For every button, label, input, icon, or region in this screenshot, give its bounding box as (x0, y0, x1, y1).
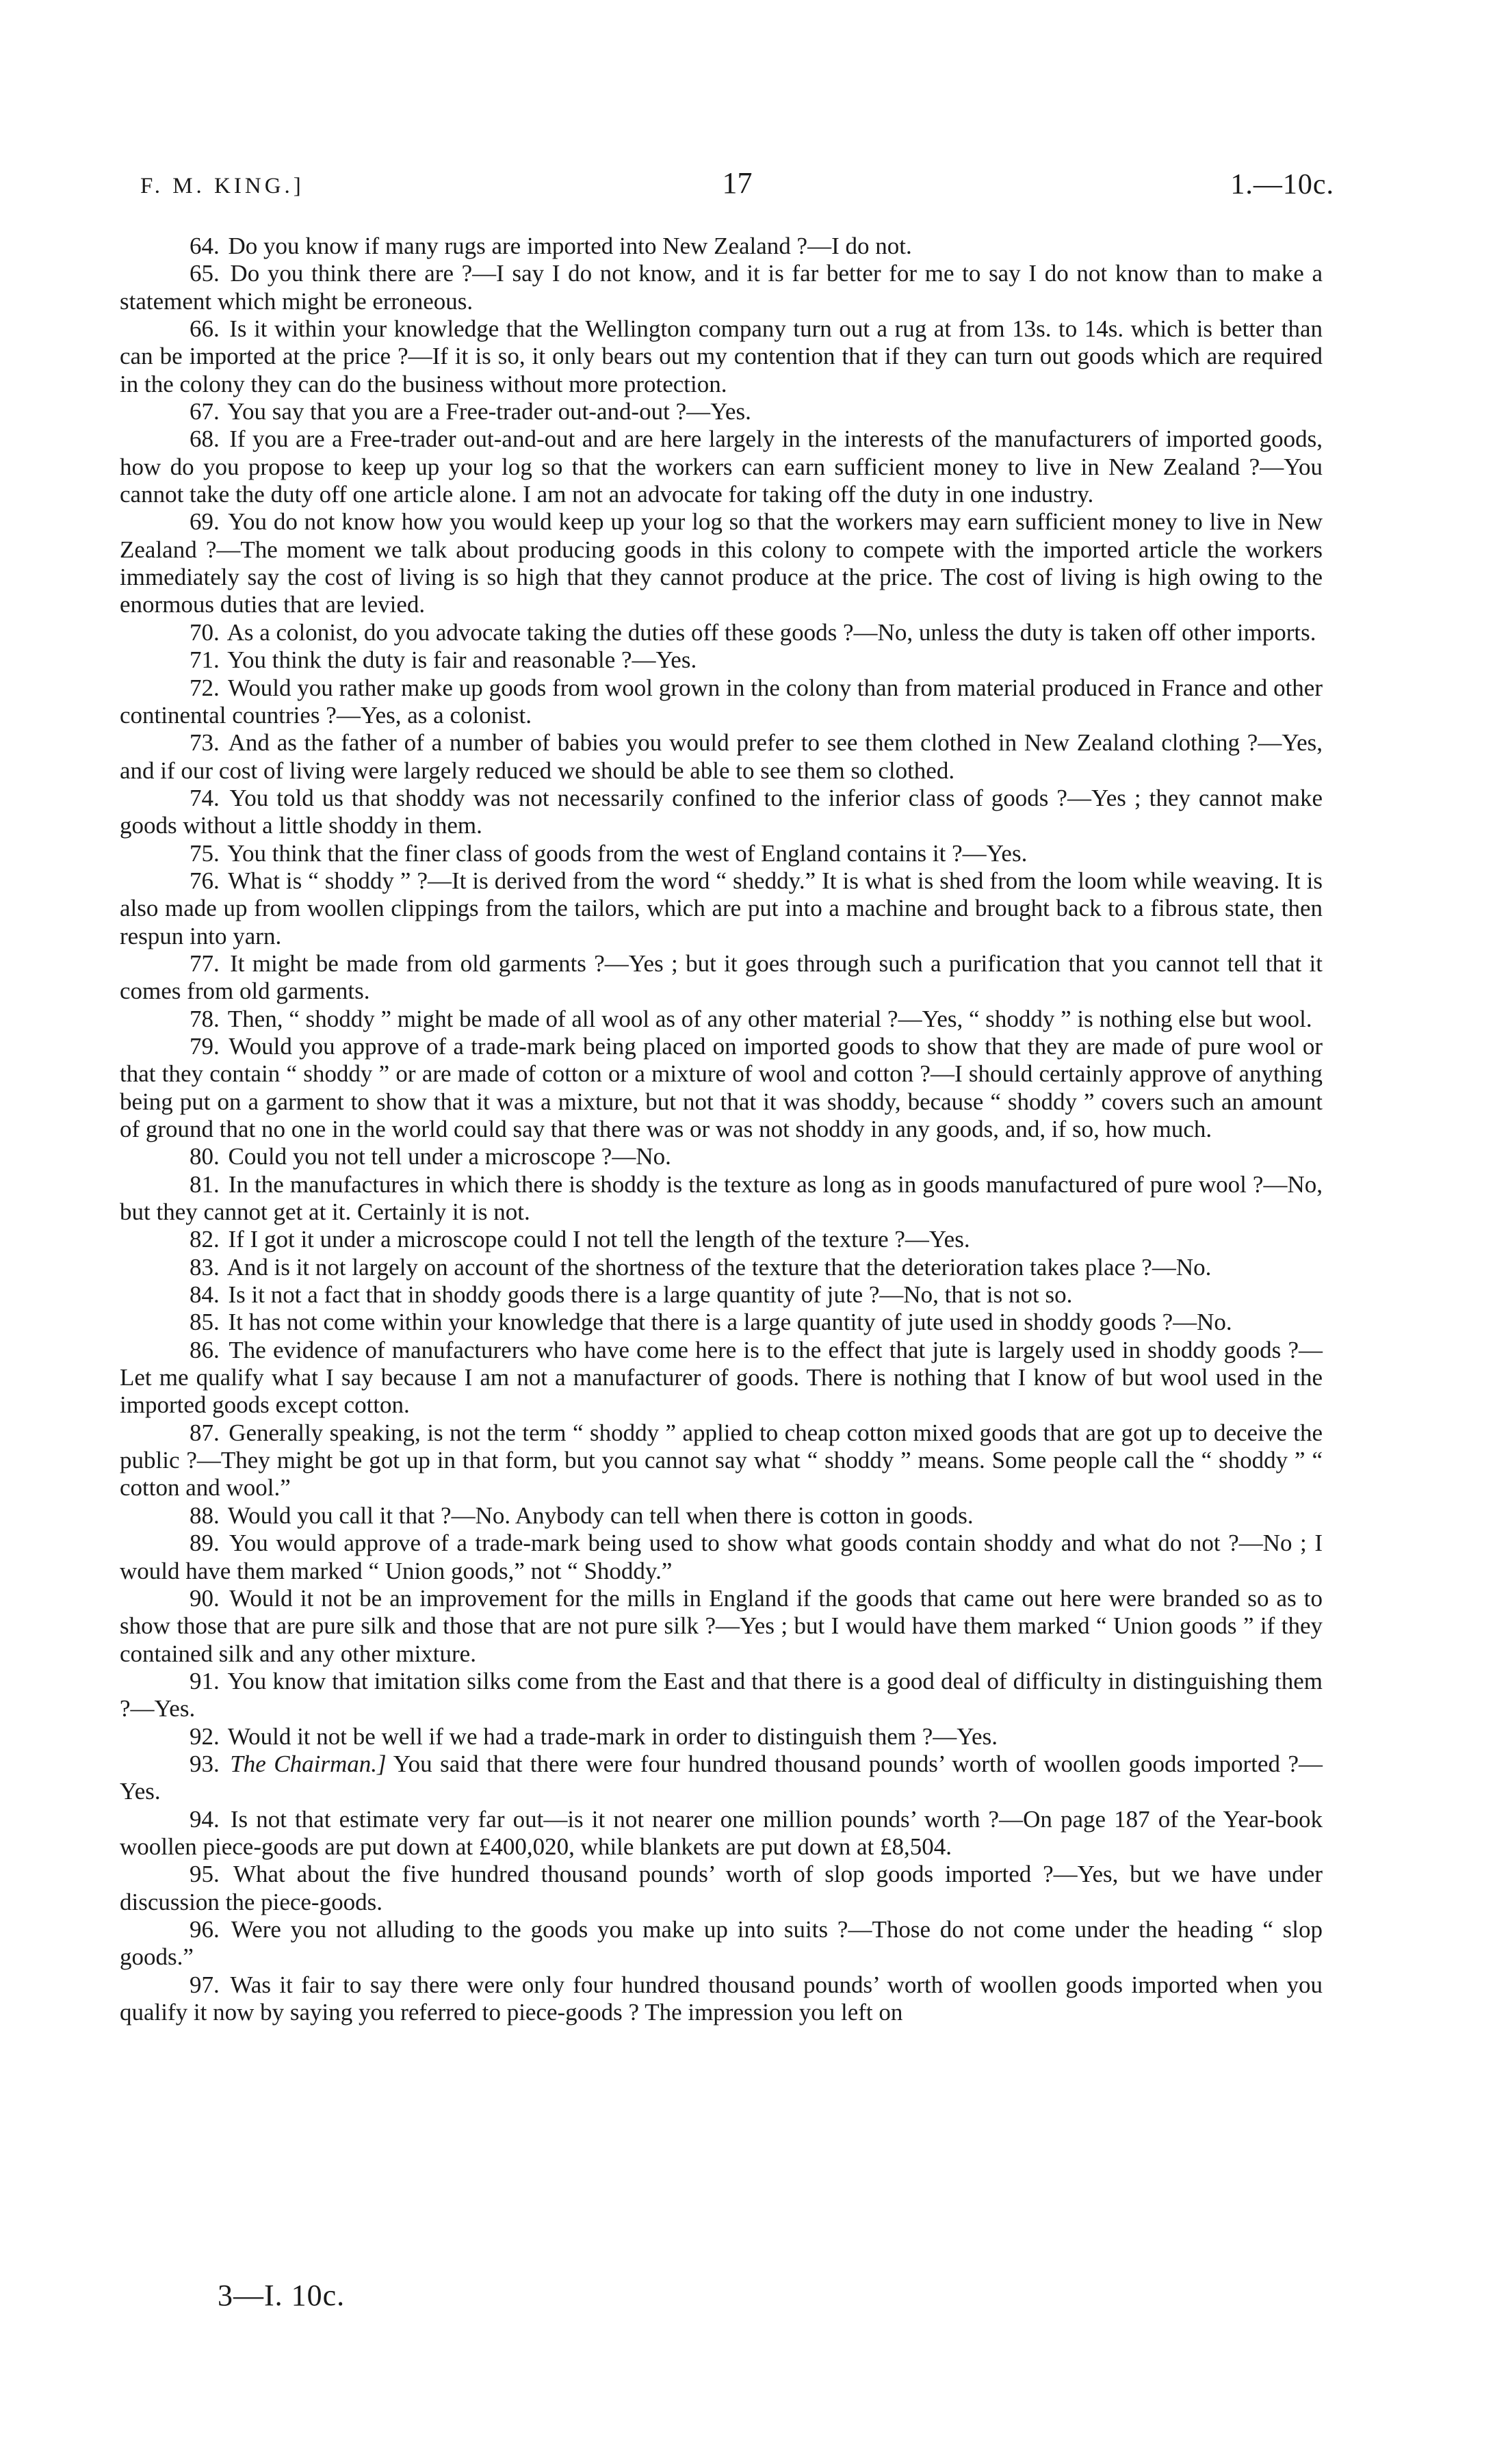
evidence-paragraph (120, 1751, 1323, 1806)
paper-reference: 1.—10c. (1230, 169, 1334, 200)
evidence-paragraph (120, 315, 1323, 398)
question-answer-text: And as the father of a number of babies you would prefer to see them clothed in New Zealand clothing ?—Yes, and if our cost of living were largely reduced we should be able to see them so clothed. (120, 729, 1323, 784)
question-number: 87. (190, 1419, 220, 1446)
evidence-paragraph (120, 398, 1323, 425)
evidence-paragraph (120, 1309, 1323, 1336)
evidence-paragraph (120, 1419, 1323, 1502)
question-answer-text: Was it fair to say there were only four hundred thousand pounds’ worth of woollen goods imported when you qualify it now by saying you referred to piece-goods ? The impression you left on (120, 1971, 1323, 2026)
question-number: 94. (190, 1805, 220, 1833)
evidence-paragraph (120, 1226, 1323, 1253)
question-number: 69. (190, 508, 220, 536)
evidence-paragraph (120, 1585, 1323, 1668)
question-answer-text: You would approve of a trade-mark being used to show what goods contain shoddy and what do not ?—No ; I would have them marked “ Union goods,” not “ Shoddy.” (120, 1530, 1323, 1584)
page-number: 17 (722, 166, 753, 200)
question-answer-text: You said that there were four hundred thousand pounds’ worth of woollen goods imported ?—Yes. (120, 1750, 1323, 1805)
question-number: 68. (190, 425, 220, 453)
evidence-paragraph (120, 785, 1323, 840)
evidence-paragraph (120, 1971, 1323, 2027)
question-answer-text: Would you call it that ?—No. Anybody can tell when there is cotton in goods. (227, 1502, 974, 1529)
running-header (140, 166, 1334, 207)
question-number: 80. (190, 1143, 220, 1170)
question-answer-text: It has not come within your knowledge that there is a large quantity of jute used in shoddy goods ?—No. (228, 1309, 1232, 1336)
evidence-paragraph (120, 425, 1323, 508)
evidence-paragraph (120, 729, 1323, 785)
evidence-paragraph (120, 867, 1323, 950)
question-answer-text: You do not know how you would keep up your log so that the workers may earn sufficient money to live in New Zealand ?—The moment we talk about producing goods in this colony to compete with the imported article the workers immediately say the cost of living is so high that they cannot produce at the price. The cost of living is high owing to the enormous duties that are levied. (120, 508, 1323, 618)
evidence-paragraph (120, 1033, 1323, 1143)
question-answer-text: And is it not largely on account of the shortness of the texture that the deterioration takes place ?—No. (226, 1253, 1212, 1281)
question-number: 64. (190, 233, 220, 259)
question-answer-text: You told us that shoddy was not necessarily confined to the inferior class of goods ?—Yes ; they cannot make goods without a little shoddy in them. (120, 784, 1323, 839)
question-answer-text: Would it not be an improvement for the mills in England if the goods that came out here were branded so as to show those that are pure silk and those that are not pure silk ?—Yes ; but I would have them marked “ Union goods ” if they contained silk and any other mixture. (120, 1584, 1323, 1667)
evidence-paragraph (120, 1668, 1323, 1723)
question-number: 85. (190, 1309, 220, 1336)
question-number: 93. (190, 1750, 220, 1777)
question-number: 71. (190, 646, 220, 674)
question-number: 66. (190, 315, 220, 343)
speaker-name: The Chairman.] (230, 1750, 387, 1777)
evidence-paragraph (120, 1916, 1323, 1971)
evidence-paragraph (120, 950, 1323, 1006)
evidence-paragraph (120, 840, 1323, 867)
question-number: 79. (190, 1032, 220, 1060)
question-number: 70. (190, 618, 220, 646)
evidence-paragraph (120, 1143, 1323, 1170)
question-number: 75. (190, 839, 220, 867)
question-answer-text: Is it within your knowledge that the Wellington company turn out a rug at from 13s. to 14s. which is better than can be imported at the price ?—If it is so, it only bears out my contention that if they can turn out goods which are required in the colony they can do the business without more protection. (120, 315, 1323, 397)
question-number: 83. (190, 1253, 220, 1281)
evidence-paragraph (120, 1254, 1323, 1281)
question-number: 86. (190, 1336, 220, 1363)
question-answer-text: Do you think there are ?—I say I do not know, and it is far better for me to say I do not know than to make a statement which might be erroneous. (120, 260, 1323, 315)
evidence-paragraph (120, 1006, 1323, 1033)
question-number: 72. (190, 674, 220, 701)
question-number: 67. (190, 398, 220, 425)
evidence-paragraph (120, 674, 1323, 730)
question-number: 84. (190, 1281, 220, 1309)
evidence-paragraph (120, 233, 1323, 260)
evidence-paragraph (120, 619, 1323, 646)
question-number: 73. (190, 729, 220, 757)
question-number: 96. (190, 1915, 220, 1943)
question-answer-text: Generally speaking, is not the term “ shoddy ” applied to cheap cotton mixed goods that are got up to deceive the public ?—They might be got up in that form, but you cannot say what “ shoddy ” means. Some people call the “ shoddy ” “ cotton and wool.” (120, 1419, 1323, 1502)
question-answer-text: You know that imitation silks come from the East and that there is a good deal of difficulty in distinguishing them ?—Yes. (120, 1667, 1323, 1722)
evidence-paragraph (120, 1502, 1323, 1530)
printer-signature: 3—I. 10c. (218, 2279, 346, 2312)
evidence-paragraph (120, 1337, 1323, 1419)
question-answer-text: The evidence of manufacturers who have come here is to the effect that jute is largely used in shoddy goods ?—Let me qualify what I say because I am not a manufacturer of goods. There is nothing that I know of but wool used in the imported goods except cotton. (120, 1336, 1323, 1419)
question-number: 90. (190, 1584, 220, 1612)
evidence-paragraph (120, 646, 1323, 674)
question-number: 88. (190, 1502, 220, 1529)
question-answer-text: Would you approve of a trade-mark being placed on imported goods to show that they are made of pure wool or that they contain “ shoddy ” or are made of cotton or a mixture of wool and cotton ?—I should certainly approve of anything being put on a garment to show that it was a mixture, but not that it was shoddy, because “ shoddy ” covers such an amount of ground that no one in the world could say that there was or was not shoddy in any goods, and, if so, how much. (120, 1032, 1323, 1142)
question-answer-text: Then, “ shoddy ” might be made of all wool as of any other material ?—Yes, “ shoddy ” is nothing else but wool. (227, 1005, 1312, 1032)
question-answer-text: You think the duty is fair and reasonable ?—Yes. (227, 646, 697, 674)
witness-name: F. M. KING.] (140, 174, 304, 198)
question-number: 92. (190, 1722, 220, 1750)
evidence-paragraph (120, 508, 1323, 618)
question-answer-text: Is not that estimate very far out—is it not nearer one million pounds’ worth ?—On page 187 of the Year-book woollen piece-goods are put down at £400,020, while blankets are put down at £8,504. (120, 1805, 1323, 1860)
question-answer-text: As a colonist, do you advocate taking the duties off these goods ?—No, unless the duty is taken off other imports. (226, 618, 1316, 646)
question-answer-text: You think that the finer class of goods from the west of England contains it ?—Yes. (227, 839, 1028, 867)
evidence-paragraph (120, 1171, 1323, 1227)
evidence-paragraph (120, 1530, 1323, 1585)
question-answer-text: What is “ shoddy ” ?—It is derived from the word “ sheddy.” It is what is shed from the loom while weaving. It is also made up from woollen clippings from the tailors, which are put into a machine and brought back to a fibrous state, then respun into yarn. (120, 867, 1323, 949)
question-answer-text: If I got it under a microscope could I not tell the length of the texture ?—Yes. (228, 1226, 970, 1253)
question-number: 91. (190, 1667, 220, 1694)
question-number: 89. (190, 1530, 220, 1557)
question-answer-text: It might be made from old garments ?—Yes ; but it goes through such a purification that you cannot tell that it comes from old garments. (120, 949, 1323, 1005)
evidence-paragraph (120, 1806, 1323, 1861)
question-answer-text: If you are a Free-trader out-and-out and are here largely in the interests of the manufacturers of imported goods, how do you propose to keep up your log so that the workers can earn sufficient money to live in New Zealand ?—You cannot take the duty off one article alone. I am not an advocate for taking off the duty in one industry. (120, 425, 1323, 508)
question-number: 77. (190, 949, 220, 977)
question-number: 95. (190, 1861, 220, 1888)
question-number: 76. (190, 867, 220, 894)
question-number: 82. (190, 1226, 220, 1253)
question-number: 97. (190, 1971, 220, 1998)
question-answer-text: Would it not be well if we had a trade-mark in order to distinguish them ?—Yes. (227, 1722, 998, 1750)
question-number: 74. (190, 784, 220, 811)
question-answer-text: In the manufactures in which there is shoddy is the texture as long as in goods manufactured of pure wool ?—No, but they cannot get at it. Certainly it is not. (120, 1170, 1323, 1226)
evidence-paragraph (120, 1723, 1323, 1751)
evidence-body (120, 233, 1323, 2026)
question-answer-text: You say that you are a Free-trader out-and-out ?—Yes. (227, 398, 751, 425)
question-number: 78. (190, 1005, 220, 1032)
question-answer-text: Is it not a fact that in shoddy goods there is a large quantity of jute ?—No, that is not so. (228, 1281, 1073, 1309)
question-number: 65. (190, 260, 220, 287)
question-answer-text: What about the five hundred thousand pounds’ worth of slop goods imported ?—Yes, but we have under discussion the piece-goods. (120, 1861, 1323, 1915)
evidence-paragraph (120, 1861, 1323, 1916)
question-answer-text: Were you not alluding to the goods you make up into suits ?—Those do not come under the heading “ slop goods.” (120, 1915, 1323, 1971)
question-number: 81. (190, 1170, 220, 1198)
evidence-paragraph (120, 1281, 1323, 1309)
question-answer-text: Do you know if many rugs are imported into New Zealand ?—I do not. (228, 233, 912, 259)
question-answer-text: Would you rather make up goods from wool grown in the colony than from material produced in France and other continental countries ?—Yes, as a colonist. (120, 674, 1323, 729)
question-answer-text: Could you not tell under a microscope ?—No. (228, 1143, 671, 1170)
evidence-paragraph (120, 260, 1323, 315)
